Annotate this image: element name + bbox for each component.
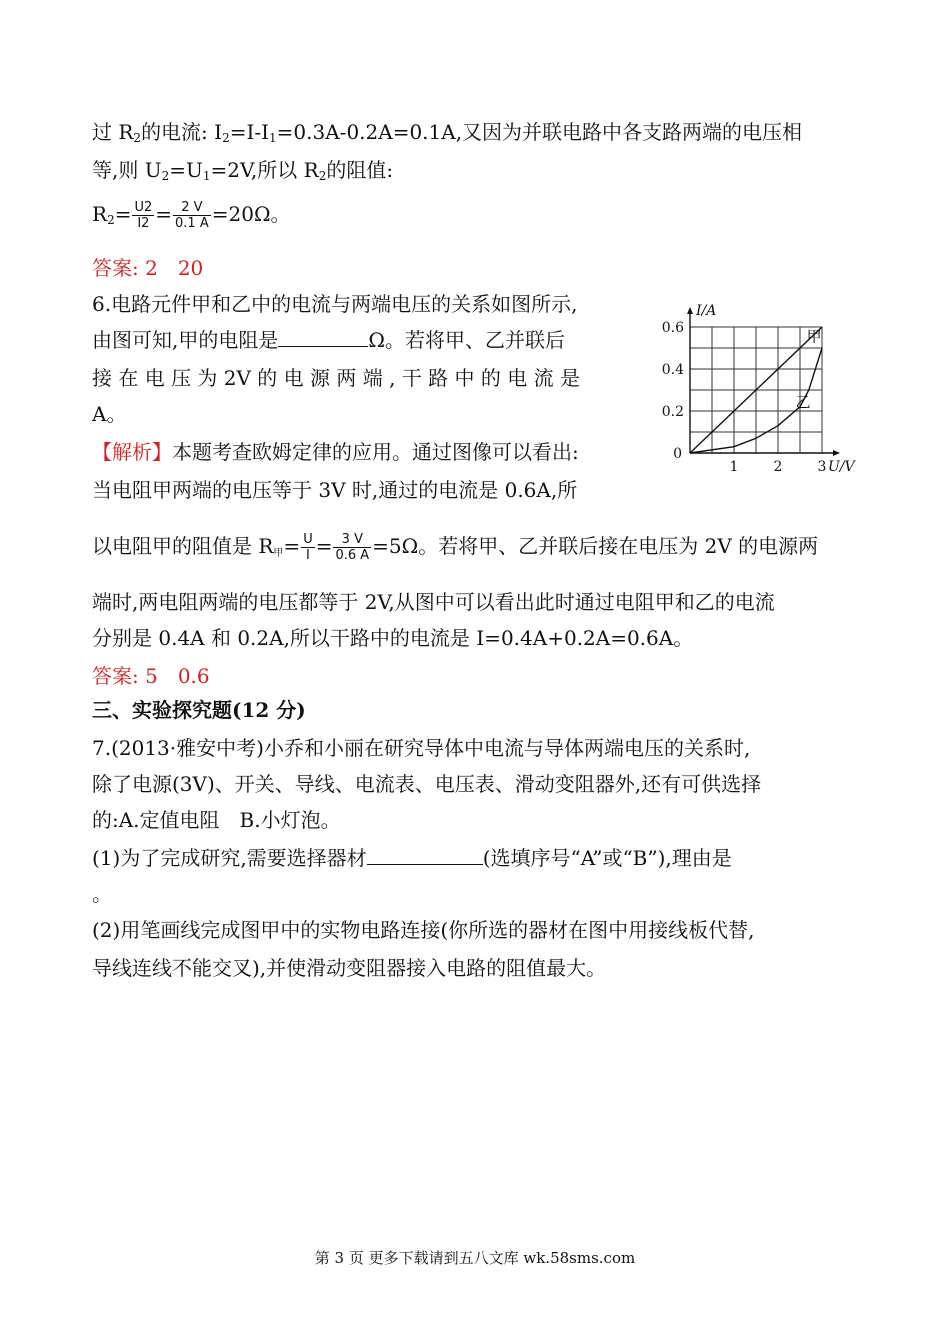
q6-line-4: A。: [92, 402, 127, 426]
fraction-u-i: $\frac{U}{I}$: [303, 532, 313, 563]
y-axis-arrow: [687, 307, 693, 314]
page-footer: 第 3 页 更多下载请到五八文库 wk.58sms.com: [314, 1249, 636, 1267]
x-tick-label: 3: [817, 459, 827, 475]
graph-labels: [662, 303, 857, 475]
iu-graph: [648, 300, 868, 480]
x-tick-label: 1: [729, 459, 739, 475]
analysis-6-line-1: 【解析】本题考查欧姆定律的应用。通过图像可以看出:: [92, 440, 579, 464]
q6-line-2: 由图可知,甲的电阻是 Ω。若将甲、乙并联后: [92, 328, 565, 352]
series-label-jia: 甲: [806, 327, 822, 346]
analysis-6-line-2: 当电阻甲两端的电压等于 3V 时,通过的电流是 0.6A,所: [92, 478, 578, 502]
q7-line-1: 7.(2013·雅安中考)小乔和小丽在研究导体中电流与导体两端电压的关系时,: [92, 736, 751, 760]
fraction-u2-i2: $\frac{U2}{I2}$: [134, 200, 153, 231]
q7-line-3: 的:A.定值电阻 B.小灯泡。: [92, 808, 341, 832]
answer-6: 答案: 5 0.6: [92, 664, 210, 688]
section-3-title: 三、实验探究题(12 分): [92, 698, 306, 722]
analysis-6-line-3: 以电阻甲的阻值是 R甲= $\frac{U}{I}$ = $\frac{3 V}{0.6 A}$ =5Ω。若将甲、乙并联后接在电压为 2V 的电源两: [92, 532, 819, 563]
y-tick-label: 0.2: [661, 404, 684, 420]
y-tick-label: 0.6: [661, 320, 684, 336]
series-label-yi: 乙: [795, 392, 811, 411]
x-axis-label: U/V: [828, 459, 855, 475]
q7-line-4: (1)为了完成研究,需要选择器材 (选填序号“A”或“B”),理由是: [92, 846, 732, 870]
y-tick-label: 0.4: [661, 362, 684, 378]
q6-line-1: 6.电路元件甲和乙中的电流与两端电压的关系如图所示,: [92, 292, 578, 316]
solution-line-1: 过 $R_2$的电流: $I_2=I-I_1=0.3A-0.2A=0.1A$,又因为并联电路中各支路两端的电压相: [92, 120, 803, 145]
q7-line-2: 除了电源(3V)、开关、导线、电流表、电压表、滑动变阻器外,还有可供选择: [92, 772, 762, 796]
q6-answer-blank[interactable]: [278, 326, 368, 347]
q7-line-6: (2)用笔画线完成图甲中的实物电路连接(你所选的器材在图中用接线板代替,: [92, 918, 755, 942]
x-axis-arrow: [833, 450, 840, 456]
fraction-3v-0.6a: $\frac{3 V}{0.6 A}$: [335, 532, 370, 563]
answer-5: 答案: 2 20: [92, 256, 204, 280]
y-axis-label: I/A: [696, 303, 717, 319]
q7-line-5: 。: [92, 882, 112, 906]
x-tick-label: 2: [773, 459, 783, 475]
solution-line-2: 等,则 $U_2=U_1=2V$,所以 $R_2$的阻值:: [92, 158, 394, 183]
fraction-2v-0.1a: $\frac{2 V}{0.1 A}$: [175, 200, 209, 231]
solution-formula-r2: $R_2=$ $\frac{U2}{I2}$ = $\frac{2 V}{0.1 A}$ =20Ω。: [92, 200, 291, 231]
analysis-6-line-5: 分别是 0.4A 和 0.2A,所以干路中的电流是 I=0.4A+0.2A=0.6A。: [92, 626, 694, 650]
origin-label: 0: [673, 446, 682, 462]
q6-line-3: 接 在 电 压 为 2V 的 电 源 两 端 , 干 路 中 的 电 流 是: [92, 366, 580, 390]
analysis-6-line-4: 端时,两电阻两端的电压都等于 2V,从图中可以看出此时通过电阻甲和乙的电流: [92, 590, 775, 614]
q7-line-7: 导线连线不能交叉),并使滑动变阻器接入电路的阻值最大。: [92, 956, 607, 980]
q7-answer-blank[interactable]: [367, 844, 483, 865]
